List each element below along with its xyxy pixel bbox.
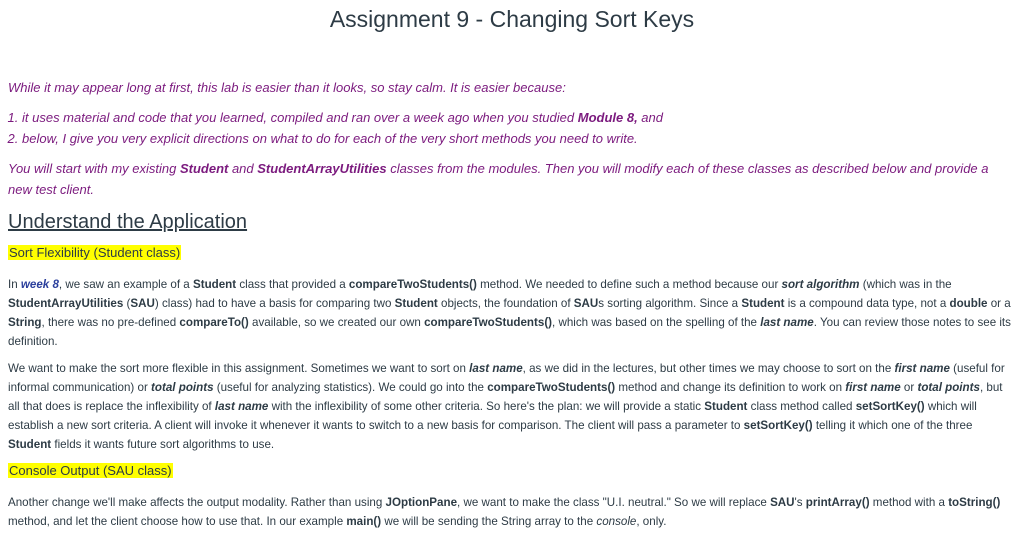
emphasis-text: Student	[192, 278, 237, 291]
text-segment: method and change its definition to work on	[615, 381, 846, 394]
page-title: Assignment 9 - Changing Sort Keys	[329, 6, 695, 32]
emphasis-text: Student	[704, 400, 748, 413]
text-segment: we will be sending the String array to the	[381, 515, 597, 528]
intro-list	[8, 107, 1013, 149]
emphasis-text: setSortKey()	[743, 419, 813, 432]
text-segment: . You can review those notes to see its definition.	[8, 316, 1011, 348]
emphasis-text: String	[8, 316, 42, 329]
emphasis-text: Student	[8, 438, 52, 451]
text-segment: is a compound data type, not a	[784, 297, 950, 310]
text-segment: In	[8, 278, 21, 291]
emphasis-text: total points	[917, 381, 980, 394]
emphasis-text: double	[949, 297, 988, 310]
list-item	[22, 107, 1013, 128]
emphasis-text: SAU	[130, 297, 155, 310]
intro-lead: While it may appear long at first, this lab is easier than it looks, so stay calm. It is easier because:	[8, 80, 566, 95]
emphasis-text: first name	[894, 362, 950, 375]
emphasis-text: total points	[151, 381, 214, 394]
text-segment: method with a	[869, 496, 949, 509]
emphasis-text: toString()	[948, 496, 1001, 509]
text-segment: We want to make the sort more flexible in this assignment. Sometimes we want to sort on	[8, 362, 470, 375]
text-segment: classes from the modules. Then you will modify each of these classes as described below and provide a new test client.	[8, 161, 989, 197]
emphasis-text: compareTo()	[179, 316, 249, 329]
text-segment: class that provided a	[236, 278, 349, 291]
text-segment: or a	[987, 297, 1011, 310]
text-segment: (useful for informal communication) or	[8, 362, 1005, 394]
emphasis-text: Student	[741, 297, 785, 310]
text-segment: and	[228, 161, 258, 176]
text-segment: , which was based on the spelling of the	[552, 316, 761, 329]
subheading-console-output: Console Output (SAU class)	[9, 463, 172, 478]
text-segment: available, so we created our own	[248, 316, 425, 329]
emphasis-text: last name	[469, 362, 523, 375]
section-heading: Understand the Application	[8, 211, 248, 233]
emphasis-text: printArray()	[805, 496, 870, 509]
emphasis-text: main()	[346, 515, 382, 528]
emphasis-text: StudentArrayUtilities	[257, 161, 387, 176]
text-segment: , as we did in the lectures, but other times we may choose to sort on the	[522, 362, 895, 375]
text-segment: method, and let the client choose how to use that. In our example	[8, 515, 347, 528]
text-segment: (which was in the	[859, 278, 952, 291]
text-segment: below, I give you very explicit directions on what to do for each of the very short methods you need to write.	[22, 131, 638, 146]
text-segment: , there was no pre-defined	[41, 316, 180, 329]
emphasis-text: sort algorithm	[781, 278, 860, 291]
emphasis-text: last name	[214, 400, 269, 413]
emphasis-text: StudentArrayUtilities	[8, 297, 124, 310]
emphasis-text: compareTwoStudents()	[348, 278, 477, 291]
text-segment: and	[637, 110, 663, 125]
text-segment: objects, the foundation of	[437, 297, 574, 310]
text-segment: method. We needed to define such a method because our	[476, 278, 782, 291]
text-segment: with the inflexibility of some other criteria. So here's the plan: we will provide a static	[268, 400, 705, 413]
text-segment: You will start with my existing	[8, 161, 180, 176]
paragraph	[8, 493, 1013, 531]
text-segment: class method called	[747, 400, 856, 413]
text-segment: or	[900, 381, 918, 394]
emphasis-text: Student	[394, 297, 438, 310]
text-segment: , we saw an example of a	[58, 278, 193, 291]
emphasis-text: compareTwoStudents()	[424, 316, 553, 329]
emphasis-text: console	[596, 515, 637, 528]
text-segment: , only.	[636, 515, 667, 528]
emphasis-text: SAU	[770, 496, 795, 509]
paragraph	[8, 359, 1013, 454]
text-segment: s sorting algorithm. Since a	[598, 297, 742, 310]
emphasis-text: Student	[179, 161, 229, 176]
emphasis-text: compareTwoStudents()	[487, 381, 616, 394]
text-segment: which will establish a new sort criteria. A client will invoke it whenever it wants to switch to a new basis for comparison. The client will pass a parameter to	[8, 400, 977, 432]
paragraph	[8, 275, 1013, 351]
text-segment: , we want to make the class "U.I. neutral." So we will replace	[457, 496, 771, 509]
emphasis-text: SAU	[573, 297, 599, 310]
week-8-link[interactable]: week 8	[20, 278, 59, 291]
emphasis-text: Module 8,	[577, 110, 638, 125]
text-segment: Another change we'll make affects the output modality. Rather than using	[8, 496, 386, 509]
text-segment: (	[123, 297, 131, 310]
text-segment: telling it which one of the three	[812, 419, 973, 432]
text-segment: (useful for analyzing statistics). We could go into the	[213, 381, 488, 394]
emphasis-text: JOptionPane	[385, 496, 458, 509]
text-segment: , but all that does is replace the inflexibility of	[8, 381, 1003, 413]
emphasis-text: setSortKey()	[855, 400, 925, 413]
emphasis-text: last name	[760, 316, 814, 329]
subheading-sort-flexibility: Sort Flexibility (Student class)	[9, 245, 181, 260]
list-item	[22, 128, 1013, 149]
text-segment: fields it wants future sort algorithms to use.	[51, 438, 275, 451]
text-segment: 's	[794, 496, 806, 509]
emphasis-text: first name	[845, 381, 901, 394]
text-segment: it uses material and code that you learned, compiled and ran over a week ago when you studied	[22, 110, 578, 125]
text-segment: ) class) had to have a basis for comparing two	[154, 297, 395, 310]
intro-paragraph	[8, 158, 1013, 200]
